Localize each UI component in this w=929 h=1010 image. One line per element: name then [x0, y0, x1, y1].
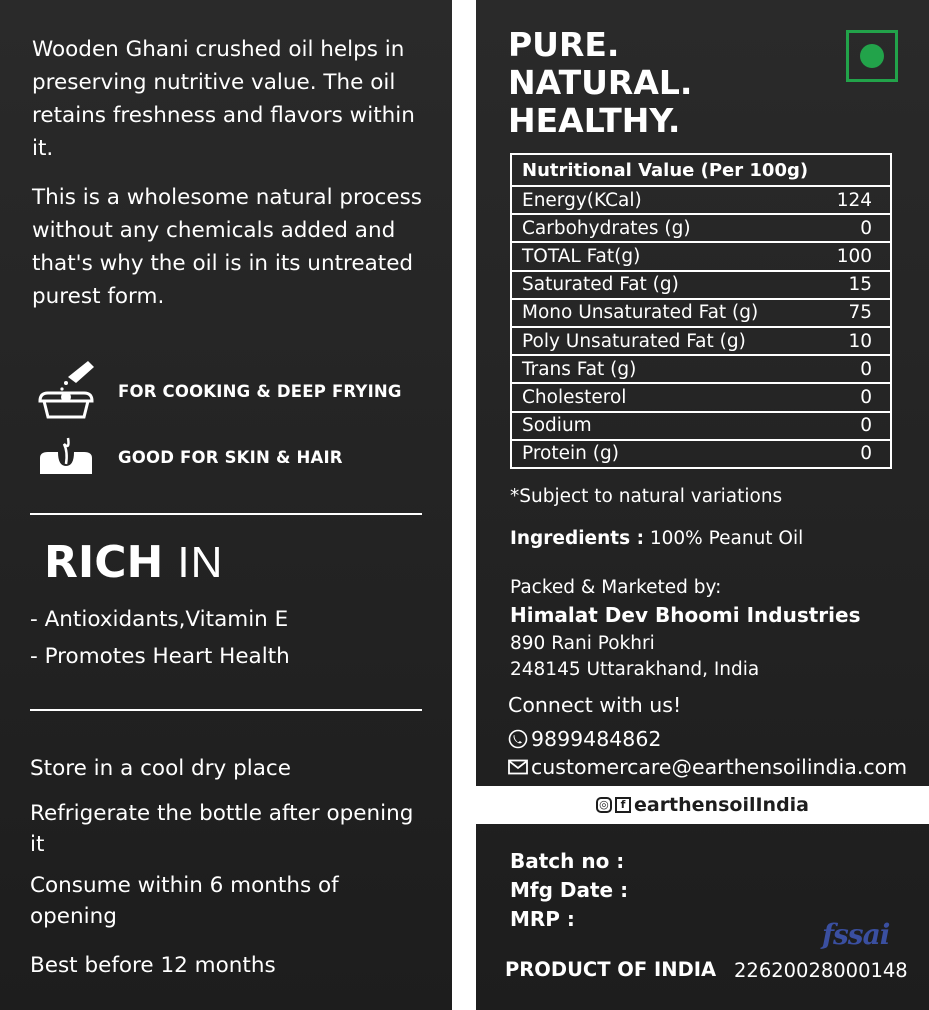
nutrition-title: Nutritional Value (Per 100g) — [511, 154, 891, 186]
intro-paragraph-2: This is a wholesome natural process without any chemicals added and that's why the oil is in its untreated purest form. — [32, 185, 423, 309]
instagram-icon: ◎ — [596, 797, 612, 813]
right-panel — [476, 0, 929, 1010]
list-item: - Promotes Heart Health — [30, 644, 290, 669]
table-row: Mono Unsaturated Fat (g) 75 — [511, 299, 891, 327]
table-row: Poly Unsaturated Fat (g) 10 — [511, 327, 891, 355]
storage-line: Best before 12 months — [30, 953, 276, 978]
headline: PURE. NATURAL. HEALTHY. — [508, 25, 693, 140]
feature-label: GOOD FOR SKIN & HAIR — [118, 447, 343, 467]
social-bar — [476, 786, 929, 824]
address-line-1: 890 Rani Pokhri — [510, 633, 655, 654]
table-row: Sodium 0 — [511, 412, 891, 440]
packed-by: Packed & Marketed by: — [510, 577, 722, 598]
phone-number: 9899484862 — [531, 727, 662, 751]
divider — [30, 513, 422, 515]
ingredients: Ingredients : 100% Peanut Oil — [510, 528, 804, 549]
email-row — [508, 755, 907, 779]
feature-cooking — [36, 357, 402, 425]
table-row: Trans Fat (g) 0 — [511, 355, 891, 383]
facebook-icon: f — [615, 797, 631, 813]
table-row: Protein (g) 0 — [511, 440, 891, 468]
disclaimer: *Subject to natural variations — [510, 486, 783, 507]
batch-no: Batch no : — [510, 849, 625, 873]
nutrition-table — [510, 153, 892, 469]
storage-line: Consume within 6 months of opening — [30, 873, 339, 929]
social-handle: earthensoilIndia — [633, 794, 810, 816]
table-row: Cholesterol 0 — [511, 383, 891, 411]
license-number: 22620028000148 — [734, 959, 908, 982]
feature-skin-hair — [36, 436, 343, 478]
address-line-2: 248145 Uttarakhand, India — [510, 659, 760, 680]
fssai-logo: fssai — [822, 918, 890, 951]
rich-in-heading: RICH IN — [44, 537, 224, 588]
phone-row — [508, 727, 661, 751]
table-row: Saturated Fat (g) 15 — [511, 271, 891, 299]
table-row: TOTAL Fat(g) 100 — [511, 242, 891, 270]
mfg-date: Mfg Date : — [510, 878, 629, 902]
skin-hair-icon — [36, 436, 98, 478]
table-row: Carbohydrates (g) 0 — [511, 214, 891, 242]
divider — [30, 709, 422, 711]
storage-line: Store in a cool dry place — [30, 756, 291, 781]
list-item: - Antioxidants,Vitamin E — [30, 607, 289, 632]
veg-dot — [860, 44, 884, 68]
veg-mark-icon — [846, 30, 898, 82]
left-panel — [0, 0, 452, 1010]
company-name: Himalat Dev Bhoomi Industries — [510, 603, 861, 627]
product-of-india: PRODUCT OF INDIA — [505, 958, 717, 981]
feature-label: FOR COOKING & DEEP FRYING — [118, 381, 402, 401]
table-row: Energy(KCal) 124 — [511, 186, 891, 214]
phone-icon — [508, 729, 528, 749]
cooking-pot-icon — [36, 357, 98, 425]
intro-paragraph-1: Wooden Ghani crushed oil helps in preserving nutritive value. The oil retains freshness and flavors within it. — [32, 37, 415, 161]
mrp: MRP : — [510, 907, 575, 931]
mail-icon — [508, 759, 528, 775]
storage-line: Refrigerate the bottle after opening it — [30, 801, 414, 857]
connect-heading: Connect with us! — [508, 693, 682, 717]
email-address: customercare@earthensoilindia.com — [531, 755, 908, 779]
